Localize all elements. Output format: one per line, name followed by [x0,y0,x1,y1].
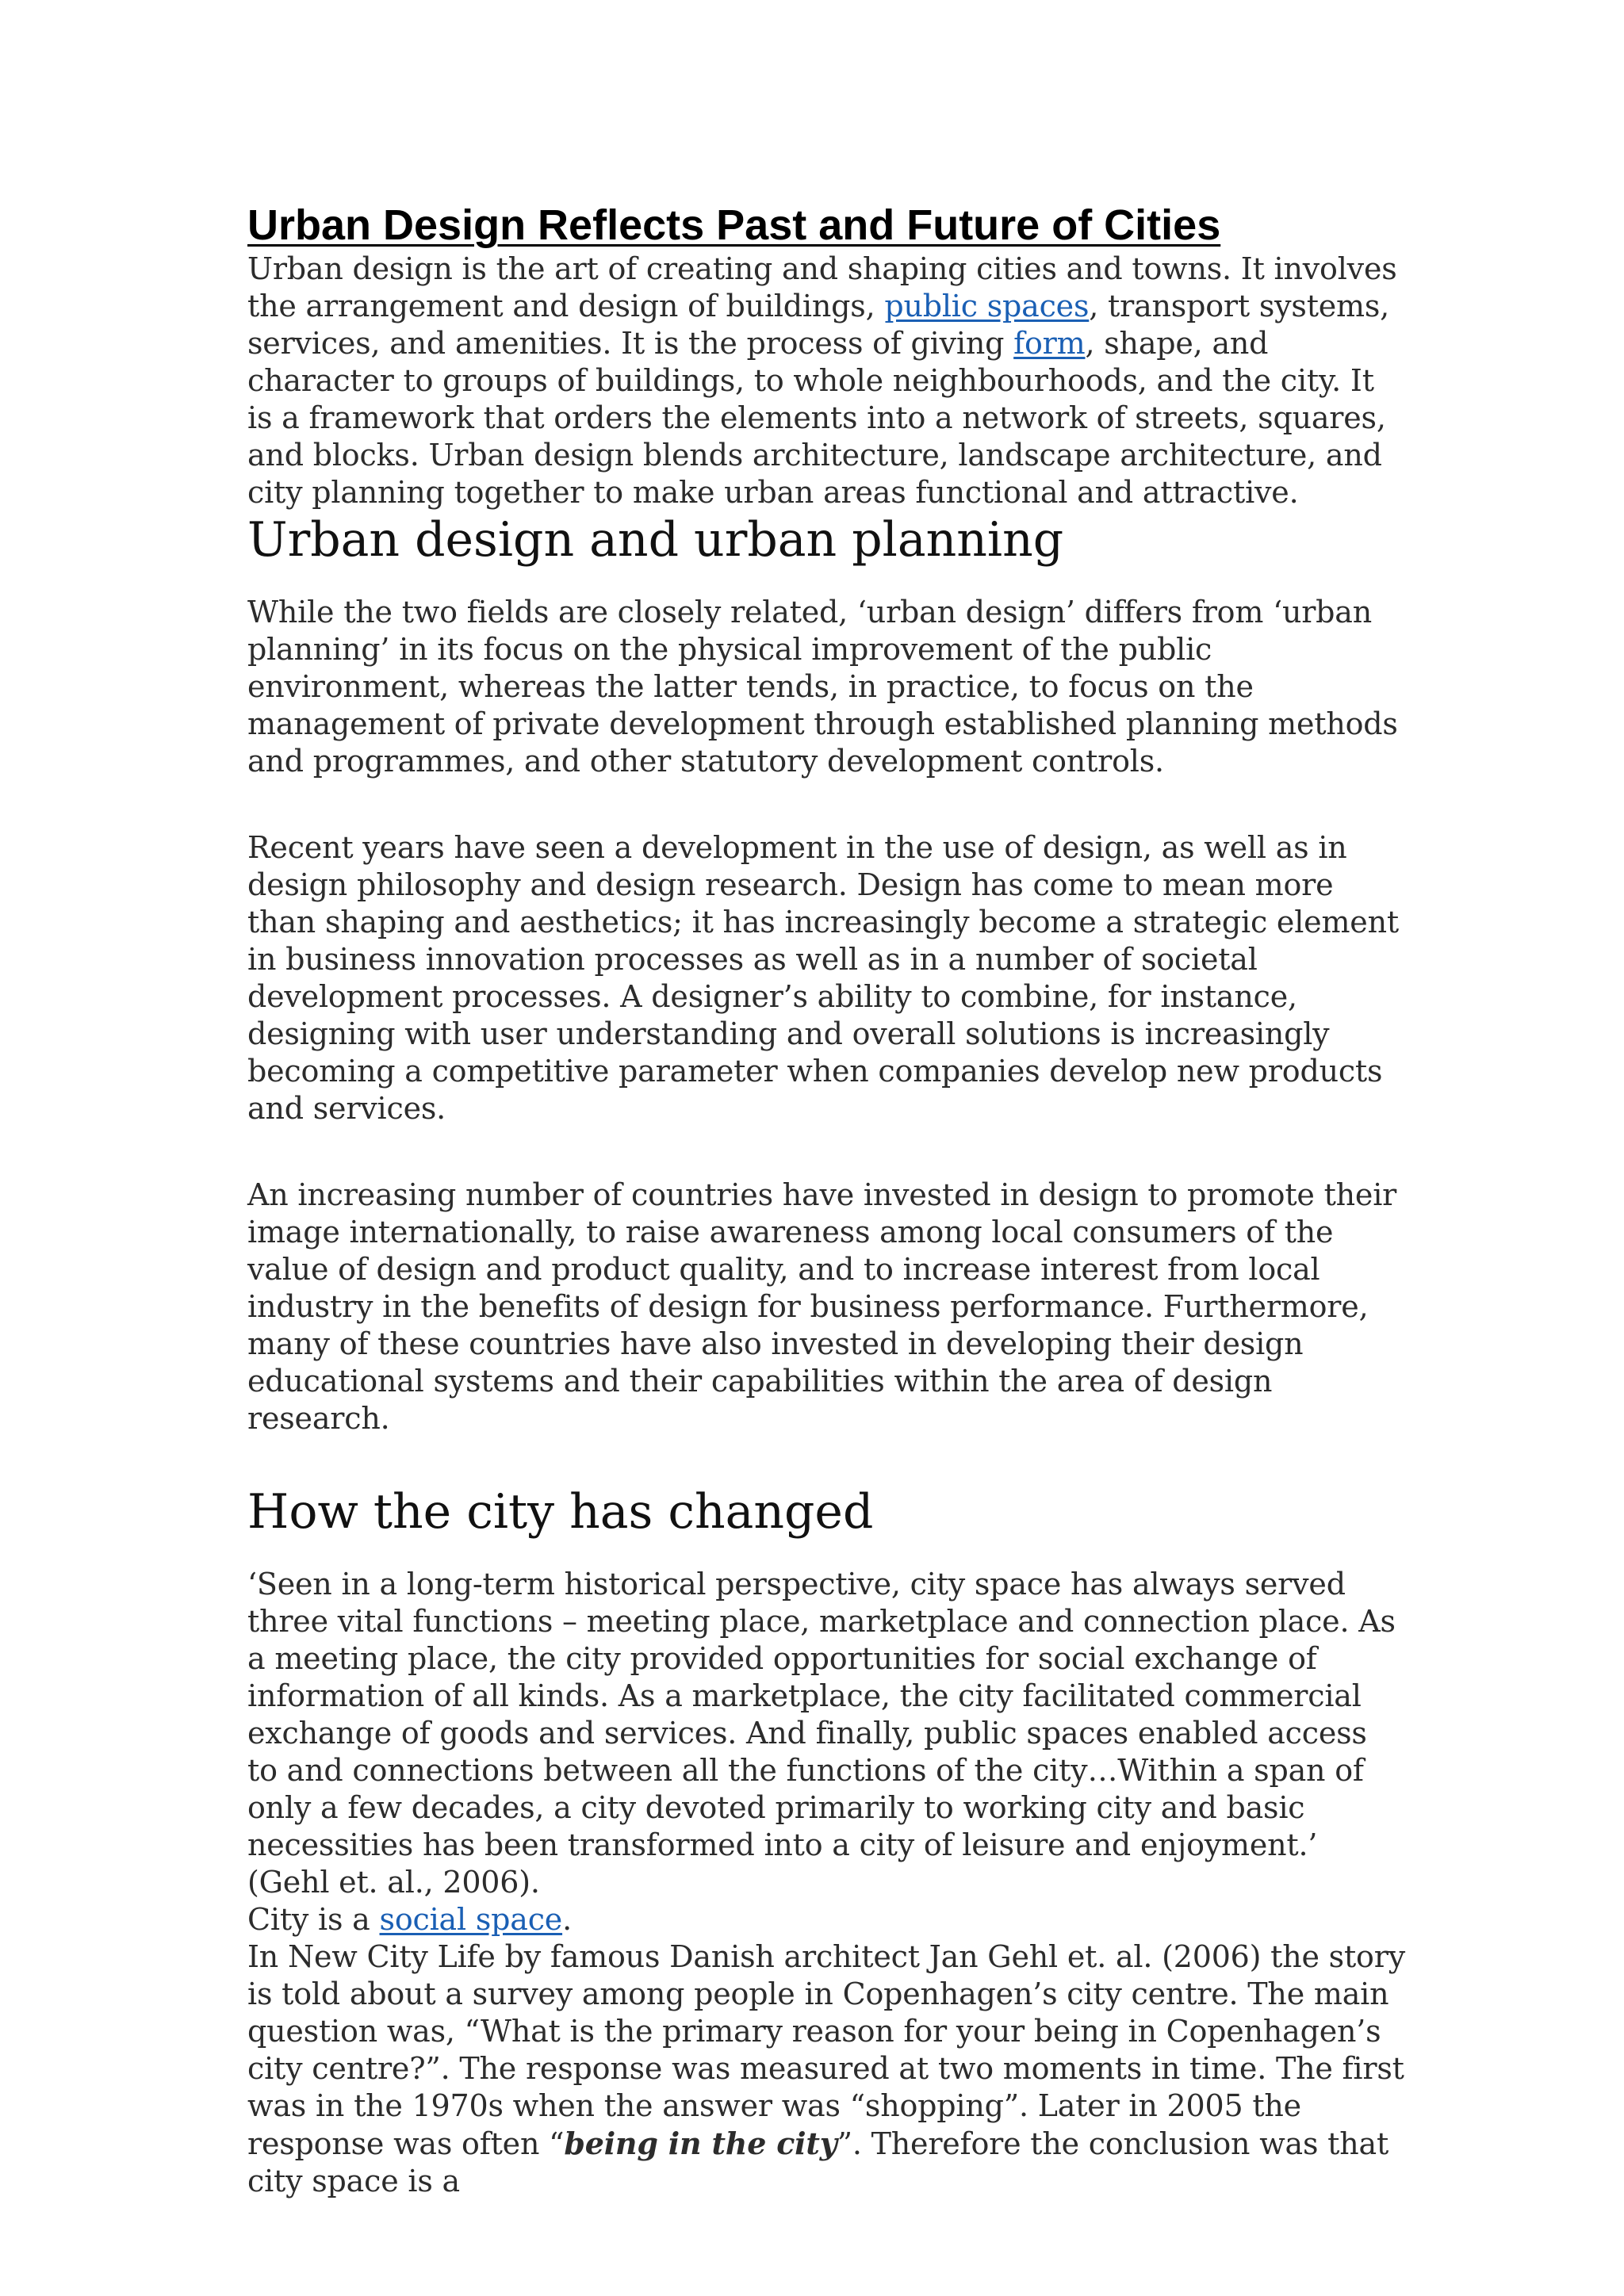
page-title: Urban Design Reflects Past and Future of Cities [247,201,1221,249]
paragraph-gehl-quote: ‘Seen in a long-term historical perspective, city space has always served three vital functions – meeting place, marketplace and connection place. As a meeting place, the city provided opportunities for social exchange of information of all kinds. As a marketplace, the city facilitated commercial exchange of goods and services. And finally, public spaces enabled access to and connections between all the functions of the city…Within a span of only a few decades, a city devoted primarily to working city and basic necessities has been transformed into a city of leisure and enjoyment.’ (Gehl et. al., 2006). [247,1567,1396,1900]
social-space-link[interactable]: social space [379,1902,563,1937]
article [247,200,1405,2200]
being-in-the-city-emphasis: being in the city [564,2126,837,2161]
paragraph-social-space [247,1901,1405,1938]
intro-paragraph [247,251,1405,511]
new-city-life-text-1: In New City Life by famous Danish architect Jan Gehl et. al. (2006) the story is told about a survey among people in Copenhagen’s city centre. The main question was, “What is the primary reason for your being in Copenhagen’s city centre?”. The response was measured at two moments in time. The first was in the 1970s when the answer was “shopping”. Later in 2005 the response was often “ [247,1939,1405,2161]
intro-text-1: Urban design is the art of creating and shaping cities and towns. It involves the arrangement and design of buildings, [247,251,1397,323]
section-heading-urban-planning: Urban design and urban planning [247,512,1064,568]
paragraph-new-city-life [247,1938,1405,2200]
social-space-suffix: . [562,1902,572,1937]
paragraph-design-development: Recent years have seen a development in the use of design, as well as in design philosophy and design research. Design has come to mean more than shaping and aesthetics; it has increasingly become a strategic element in business innovation processes as well as in a number of societal development processes. A designer’s ability to combine, for instance, designing with user understanding and overall solutions is increasingly becoming a competitive parameter when companies develop new products and services. [247,830,1399,1126]
paragraph-countries-investment: An increasing number of countries have invested in design to promote their image internationally, to raise awareness among local consumers of the value of design and product quality, and to increase interest from local industry in the benefits of design for business performance. Furthermore, many of these countries have also invested in developing their design educational systems and their capabilities within the area of design research. [247,1177,1397,1436]
social-space-prefix: City is a [247,1902,380,1937]
form-link[interactable]: form [1013,326,1086,361]
intro-text-2: , transport systems, services, and amenities. It is the process of giving [247,289,1390,361]
paragraph-design-vs-planning: While the two fields are closely related, ‘urban design’ differs from ‘urban planning’ in its focus on the physical improvement of the public environment, whereas the latter tends, in practice, to focus on the management of private development through established planning methods and programmes, and other statutory development controls. [247,595,1398,779]
intro-text-3: , shape, and character to groups of buildings, to whole neighbourhoods, and the city. It is a framework that orders the elements into a network of streets, squares, and blocks. Urban design blends architecture, landscape architecture, and city planning together to make urban areas functional and attractive. [247,326,1386,510]
public-spaces-link[interactable]: public spaces [884,289,1090,323]
section-heading-city-changed: How the city has changed [247,1484,874,1540]
new-city-life-text-2: ”. Therefore the conclusion was that city space is a [247,2126,1389,2198]
